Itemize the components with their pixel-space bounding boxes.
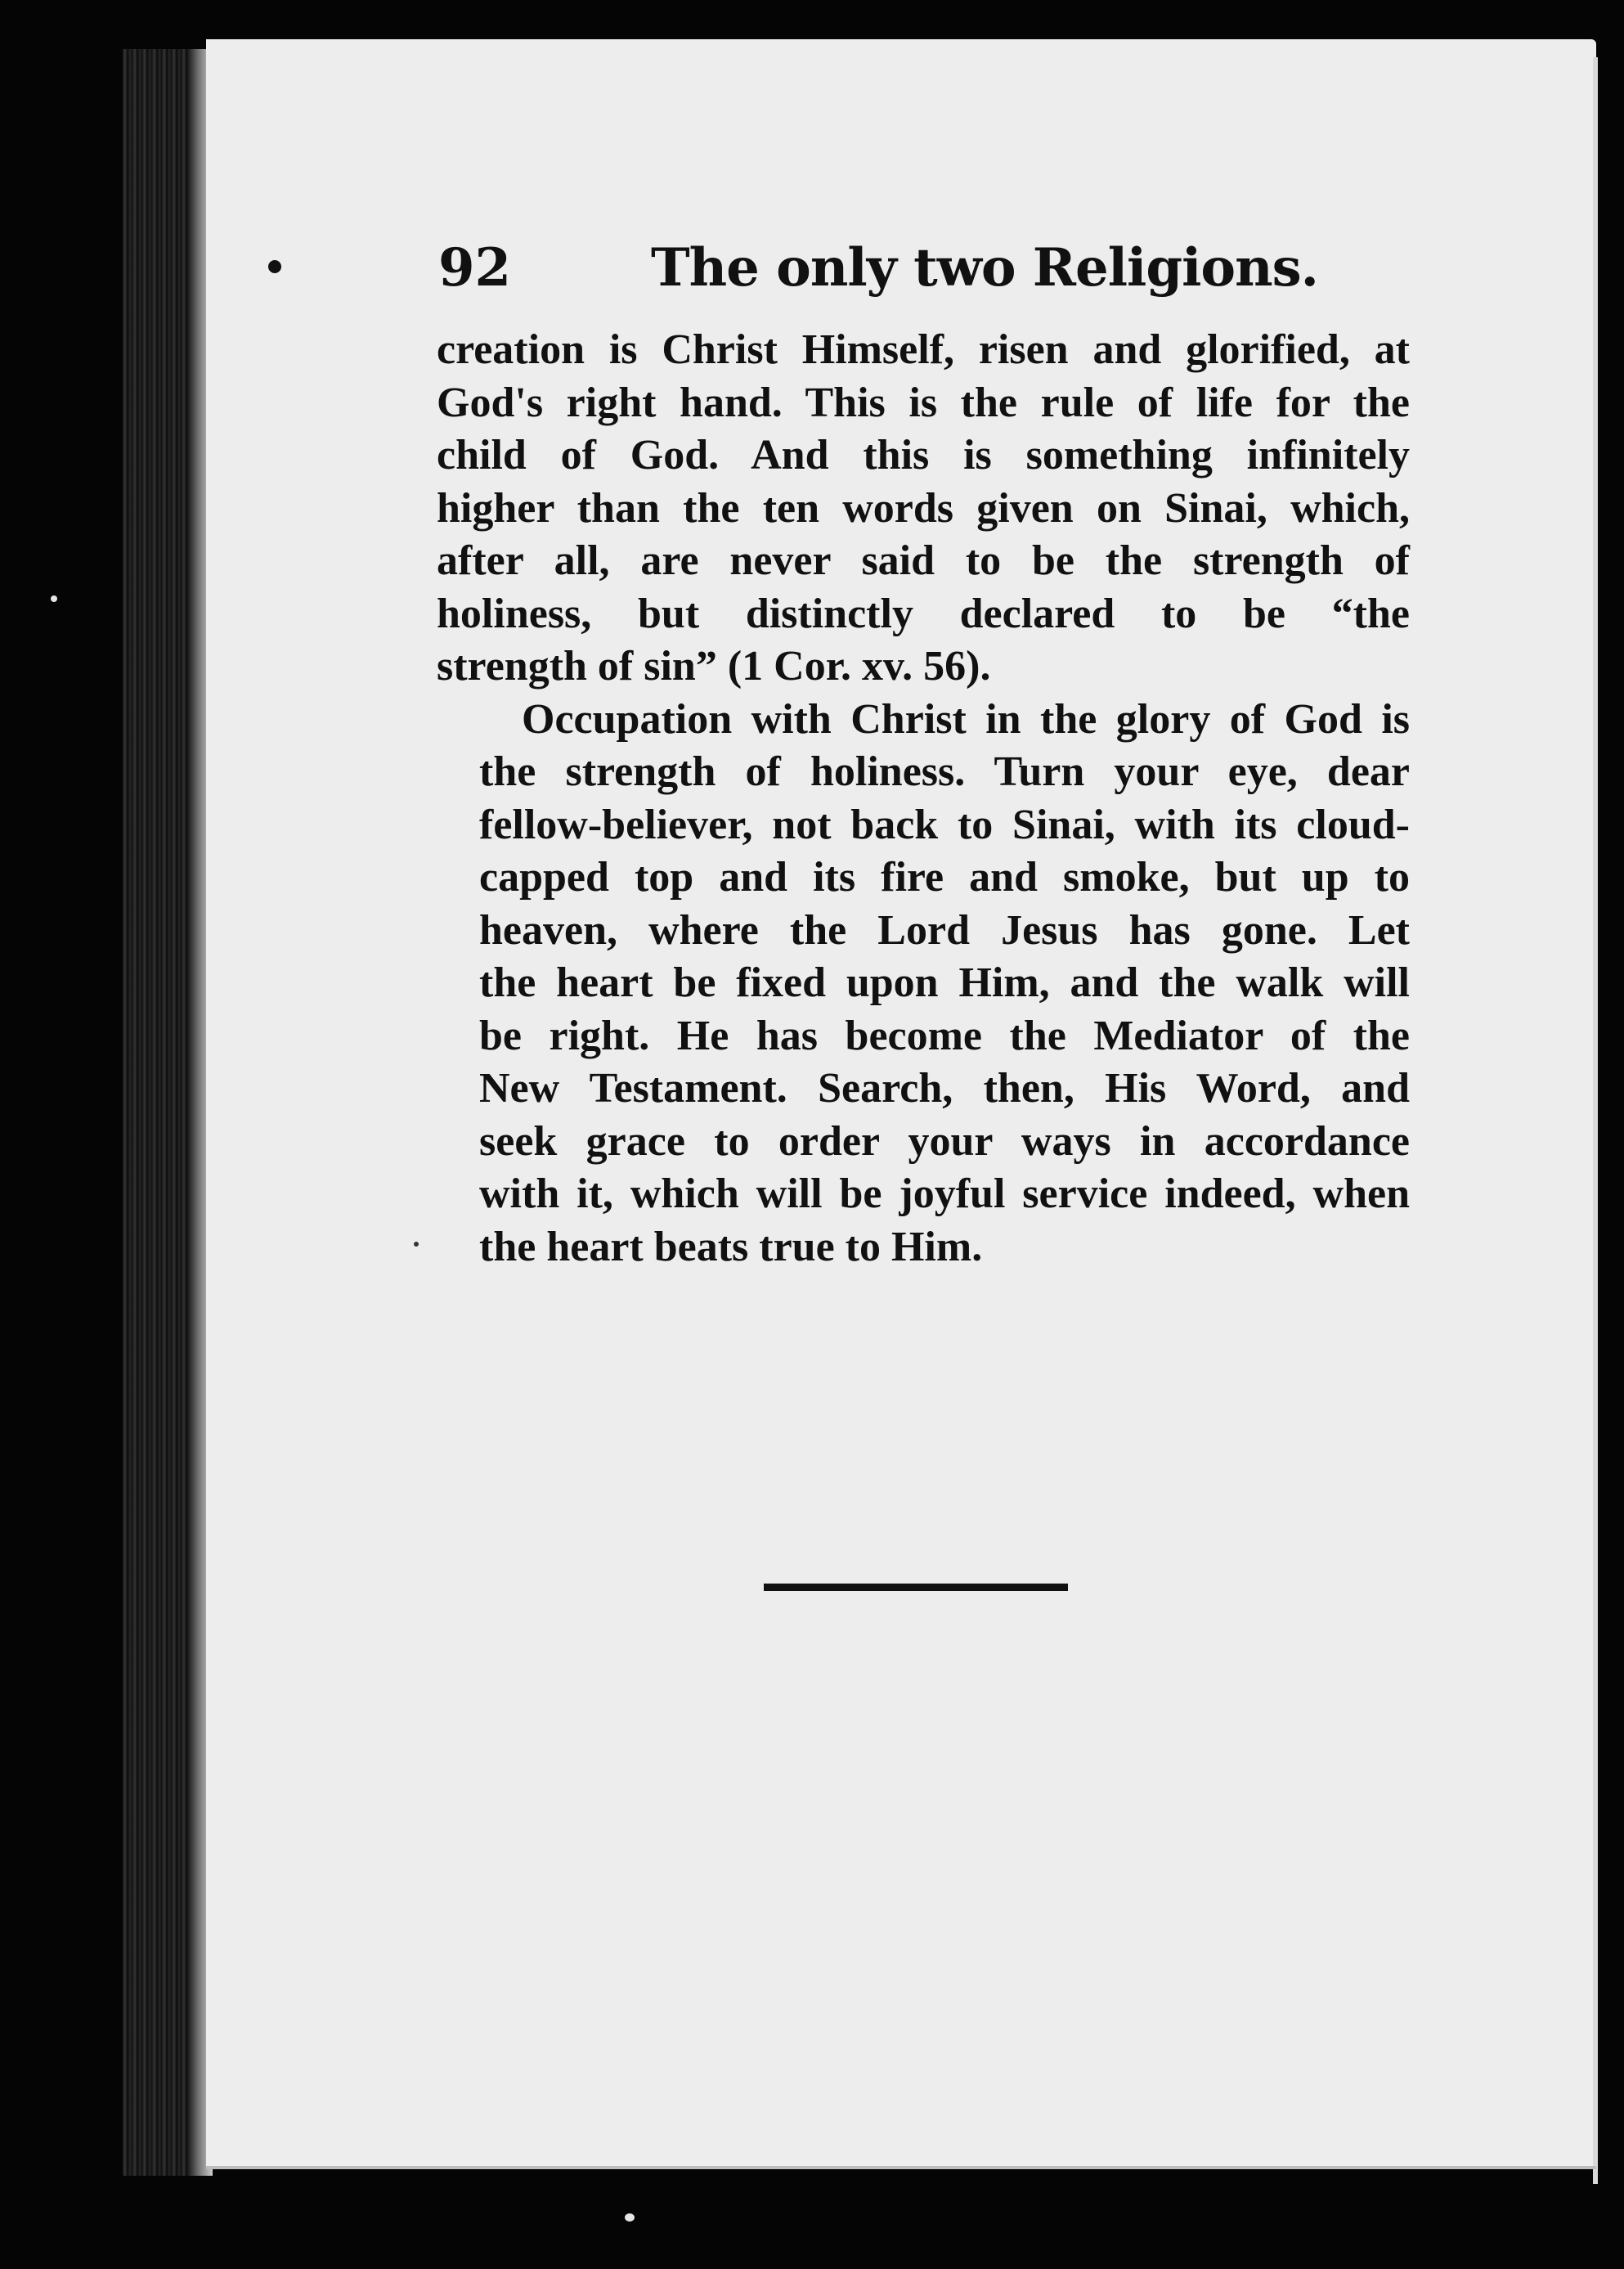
running-head [438,227,1420,309]
text-line: Occupation with Christ in the glory of God is [522,695,1410,743]
text-line: the heart be fixed upon Him, and the walk will [479,959,1410,1006]
text-line: creation is Christ Himself, risen and glorified, at [437,326,1410,373]
text-line: be right. He has become the Mediator of the [479,1012,1410,1059]
end-rule [764,1584,1068,1591]
text-line: the heart beats true to Him. [479,1223,983,1270]
body-text [437,324,1410,1274]
paragraph [437,324,1410,694]
paragraph [437,694,1410,1274]
text-line: heaven, where the Lord Jesus has gone. Let [479,906,1410,954]
text-line: seek grace to order your ways in accordance [479,1117,1410,1165]
text-line: New Testament. Search, then, His Word, and [479,1065,1410,1112]
text-line: holiness, but distinctly declared to be “the [437,590,1410,637]
text-line: after all, are never said to be the strength of [437,537,1410,584]
scan-speck [414,1242,419,1247]
text-line: higher than the ten words given on Sinai, which, [437,484,1410,532]
text-line: God's right hand. This is the rule of life for the [437,379,1410,426]
page-number: 92 [438,237,512,299]
scan-speck [268,260,281,273]
running-title: The only two Religions. [651,237,1318,299]
text-line: with it, which will be joyful service indeed, when [479,1170,1410,1217]
text-line: fellow-believer, not back to Sinai, with its cloud- [479,801,1410,848]
page-edge-bottom [206,2166,1596,2169]
text-line: strength of sin” (1 Cor. xv. 56). [437,643,991,690]
text-line: child of God. And this is something infinitely [437,432,1410,479]
scan-speck [51,595,57,602]
page-edge-right [1593,57,1598,2184]
text-line: capped top and its fire and smoke, but up to [479,854,1410,901]
scan-speck [625,2213,635,2222]
text-line: the strength of holiness. Turn your eye, dear [479,748,1410,795]
